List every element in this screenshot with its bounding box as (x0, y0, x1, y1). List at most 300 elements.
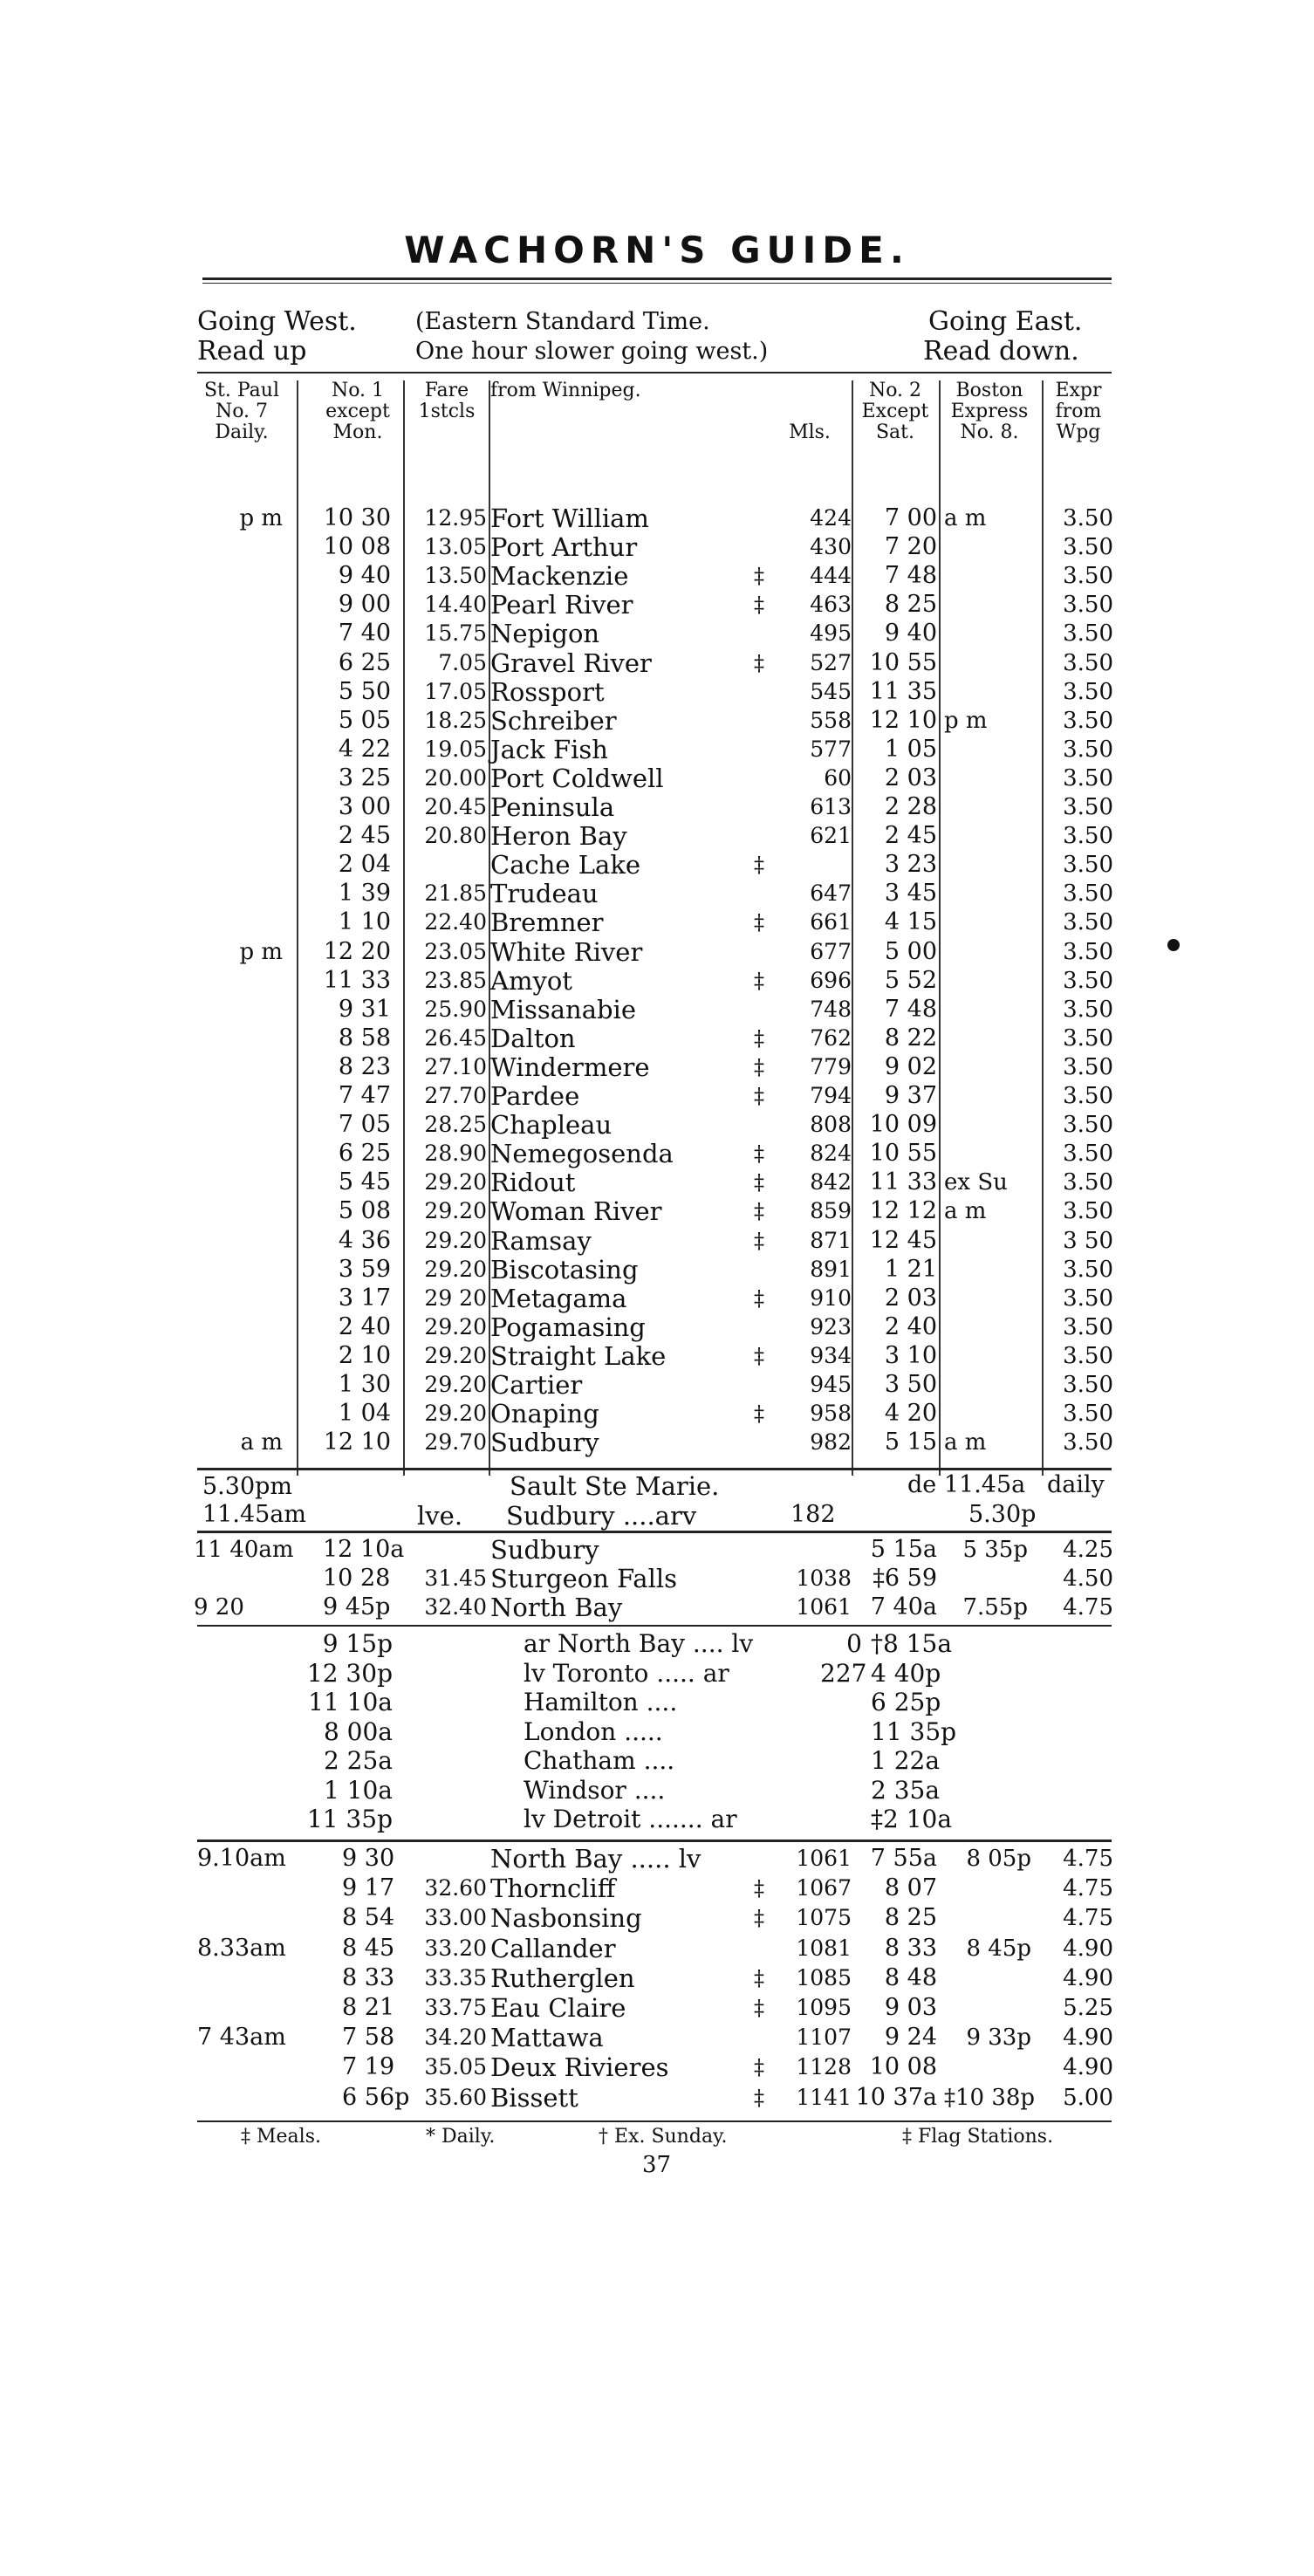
soo-right-time: 5.30p (968, 1501, 1037, 1528)
left-time (197, 1994, 328, 2022)
flag-mark: ‡ (754, 2055, 764, 2079)
flag-mark (750, 880, 768, 908)
boston-express-cell: ex Su (944, 1169, 1008, 1196)
miles-cell: 1061 (796, 1594, 852, 1620)
flag-mark: ‡ (754, 1141, 764, 1166)
table-row (0, 1053, 1314, 1081)
boston-express-cell (944, 764, 1042, 792)
flag-mark (750, 1845, 768, 1873)
col-header-from: from Winnipeg. (490, 380, 641, 401)
fare-cell (407, 1845, 487, 1873)
miles-cell: 577 (810, 736, 852, 762)
fare-cell: 31.45 (424, 1565, 487, 1591)
flag-mark (750, 678, 768, 706)
westbound-time: 12 10a (323, 1536, 405, 1563)
time-note-line1: (Eastern Standard Time. (415, 308, 710, 335)
westbound-time: 5 08 (338, 1197, 391, 1224)
fare-cell: 20.45 (424, 794, 487, 819)
fare-cell: 33.20 (424, 1935, 487, 1961)
flag-mark: ‡ (754, 1286, 764, 1311)
ampm-marker (234, 1053, 283, 1081)
left-time (197, 2053, 328, 2081)
flag-mark (750, 793, 768, 821)
table-row (0, 1140, 1314, 1168)
miles-cell: 495 (810, 620, 852, 646)
section-rule (197, 1625, 1112, 1627)
table-row (0, 1747, 1314, 1775)
left-time: 8.33am (197, 1935, 286, 1962)
ampm-marker (234, 996, 283, 1024)
station-name: lv Toronto ..... ar (524, 1659, 729, 1688)
fare-cell: 32.60 (424, 1875, 487, 1901)
express-fare-cell: 3.50 (1063, 1054, 1113, 1080)
fare-cell: 29.20 (424, 1257, 487, 1282)
ampm-marker: a m (240, 1429, 283, 1456)
station-name: Pardee (490, 1081, 580, 1111)
eastbound-time: 7 20 (884, 533, 937, 560)
boston-express-cell (944, 1227, 1042, 1255)
miles-cell: 661 (810, 909, 852, 935)
table-row (0, 908, 1314, 936)
table-row (0, 996, 1314, 1024)
express-fare-cell: 3.50 (1063, 1372, 1113, 1398)
flag-mark (750, 996, 768, 1024)
boston-express-cell: ‡10 38p (944, 2085, 1036, 2111)
express-fare-cell: 3.50 (1063, 1343, 1113, 1369)
express-fare-cell: 3.50 (1063, 1257, 1113, 1283)
miles-cell: 613 (810, 794, 852, 819)
fare-cell: 29.20 (424, 1228, 487, 1253)
express-fare-cell: 3.50 (1063, 679, 1113, 705)
ampm-marker (234, 562, 283, 590)
station-name: Chatham .... (524, 1746, 675, 1775)
boston-express-cell (944, 562, 1042, 590)
station-name: Nemegosenda (490, 1139, 674, 1168)
boston-express-cell (944, 533, 1042, 561)
soo-left-time1: 5.30pm (202, 1473, 293, 1500)
station-name: Windermere (490, 1052, 650, 1082)
eastbound-time: 4 20 (884, 1400, 937, 1427)
col-header-stpaul: St. Paul No. 7 Daily. (203, 380, 280, 443)
westbound-time: 2 25a (323, 1746, 393, 1775)
fare-cell: 29.20 (424, 1198, 487, 1223)
westbound-time: 11 33 (323, 967, 391, 994)
footer-flag-stations: ‡ Flag Stations. (902, 2126, 1054, 2148)
ampm-marker: p m (239, 505, 283, 531)
westbound-time: 9 45p (323, 1593, 391, 1620)
boston-express-cell (944, 1256, 1042, 1284)
flag-mark (750, 1111, 768, 1139)
express-fare-cell: 3 50 (1063, 1228, 1113, 1254)
fare-cell: 32.40 (424, 1594, 487, 1620)
going-west-label: Going West. (197, 306, 357, 337)
section-rule (197, 2120, 1112, 2122)
station-name: Woman River (490, 1196, 662, 1226)
station-name: Rutherglen (490, 1963, 635, 1993)
col-header-expr: Expr from Wpg (1055, 380, 1102, 443)
left-time: 9 20 (194, 1594, 244, 1620)
westbound-time: 1 10a (323, 1776, 393, 1805)
miles-cell: 871 (810, 1228, 852, 1253)
ampm-marker (234, 793, 283, 821)
boston-express-cell: 7.55p (962, 1594, 1028, 1620)
table-row (0, 1994, 1314, 2022)
soo-station2: Sudbury ....arv (506, 1501, 697, 1531)
westbound-time: 5 45 (338, 1168, 391, 1196)
station-name: Peninsula (490, 792, 615, 822)
ampm-marker: p m (239, 939, 283, 965)
westbound-time: 2 10 (338, 1342, 391, 1369)
fare-cell: 27.70 (424, 1083, 487, 1108)
station-name: Missanabie (490, 995, 636, 1024)
miles-cell: 1075 (796, 1905, 852, 1930)
eastbound-time: 10 08 (869, 2053, 937, 2080)
miles-cell: 748 (810, 997, 852, 1022)
boston-express-cell (944, 2053, 1031, 2081)
ampm-marker (234, 1024, 283, 1052)
table-row (0, 1024, 1314, 1052)
table-row (0, 1964, 1314, 1992)
eastbound-time: 9 37 (884, 1082, 937, 1109)
col-header-mls: Mls. (789, 421, 831, 443)
table-row (0, 2053, 1314, 2081)
miles-cell: 910 (810, 1285, 852, 1311)
boston-express-cell: p m (944, 708, 988, 734)
express-fare-cell: 3.50 (1063, 1141, 1113, 1167)
soo-daily: daily (1047, 1471, 1105, 1498)
ampm-marker (234, 1111, 283, 1139)
flag-mark: ‡ (754, 1996, 764, 2020)
miles-cell: 824 (810, 1141, 852, 1166)
fare-cell: 20.80 (424, 823, 487, 848)
flag-mark: ‡ (754, 1199, 764, 1223)
flag-mark: ‡ (754, 593, 764, 617)
eastbound-time: 7 48 (884, 562, 937, 589)
table-row (0, 1227, 1314, 1255)
fare-cell: 15.75 (424, 620, 487, 646)
westbound-time: 1 10 (338, 908, 391, 935)
station-name: Jack Fish (490, 735, 608, 764)
express-fare-cell: 3.50 (1063, 794, 1113, 820)
fare-cell: 28.90 (424, 1141, 487, 1166)
table-row (0, 678, 1314, 706)
westbound-time: 8 21 (342, 1994, 395, 2021)
station-name: ar North Bay .... lv (524, 1629, 754, 1658)
westbound-time: 12 20 (323, 938, 391, 965)
ampm-marker (234, 1140, 283, 1168)
express-fare-cell: 3.50 (1063, 1169, 1113, 1196)
station-name: Sudbury (490, 1428, 599, 1457)
station-name: Rossport (490, 677, 605, 707)
eastbound-time: 3 45 (884, 880, 937, 907)
flag-mark: ‡ (754, 564, 764, 588)
flag-mark (750, 533, 768, 561)
table-row (0, 1845, 1314, 1873)
left-time (197, 1904, 328, 1932)
miles-cell: 1081 (796, 1935, 852, 1961)
page-title: WACHORN'S GUIDE. (404, 229, 910, 271)
express-fare-cell: 3.50 (1063, 708, 1113, 734)
miles-cell: 527 (810, 650, 852, 675)
station-name: Ramsay (490, 1226, 592, 1256)
boston-express-cell (944, 938, 1042, 966)
express-fare-cell: 3.50 (1063, 620, 1113, 647)
express-fare-cell: 3.50 (1063, 1083, 1113, 1109)
station-name: Bissett (490, 2083, 578, 2113)
miles-cell: 794 (810, 1083, 852, 1108)
station-name: Callander (490, 1934, 616, 1963)
ampm-marker (234, 1342, 283, 1370)
miles-cell (820, 1689, 862, 1716)
fare-cell: 23.85 (424, 968, 487, 993)
boston-express-cell: 9 33p (966, 2024, 1031, 2051)
section-rule (197, 1468, 1112, 1470)
ampm-marker (234, 1168, 283, 1196)
boston-express-cell (944, 1024, 1042, 1052)
station-name: Straight Lake (490, 1341, 667, 1371)
boston-express-cell (944, 1964, 1031, 1992)
miles-cell: 677 (810, 939, 852, 964)
ampm-marker (234, 1313, 283, 1341)
miles-cell: 958 (810, 1401, 852, 1426)
read-up-label: Read up (197, 336, 307, 367)
station-name: Port Coldwell (490, 764, 664, 793)
miles-cell: 762 (810, 1025, 852, 1051)
table-row (0, 1660, 1314, 1688)
westbound-time: 7 40 (338, 620, 391, 647)
fare-cell (407, 1536, 487, 1564)
express-fare-cell: 4.75 (1063, 1875, 1113, 1901)
flag-mark (750, 764, 768, 792)
flag-mark: ‡ (754, 1966, 764, 1990)
express-fare-cell: 3.50 (1063, 765, 1113, 791)
going-east-label: Going East. (928, 306, 1083, 337)
flag-mark (750, 707, 768, 735)
ampm-marker (234, 707, 283, 735)
flag-mark (750, 620, 768, 647)
flag-mark: ‡ (754, 1170, 764, 1195)
express-fare-cell: 3.50 (1063, 1198, 1113, 1224)
eastbound-time: 1 22a (871, 1746, 941, 1775)
eastbound-time: 7 55a (870, 1845, 937, 1872)
station-name: Bremner (490, 908, 604, 937)
westbound-time: 6 25 (338, 1140, 391, 1167)
miles-cell: 0 (846, 1629, 862, 1658)
table-row (0, 1777, 1314, 1805)
flag-mark: ‡ (754, 1084, 764, 1108)
westbound-time: 6 25 (338, 649, 391, 676)
station-name: Metagama (490, 1284, 627, 1313)
express-fare-cell: 3.50 (1063, 650, 1113, 676)
fare-cell: 29.20 (424, 1372, 487, 1397)
ampm-marker (234, 851, 283, 879)
station-name: London ..... (524, 1717, 663, 1746)
fare-cell: 18.25 (424, 708, 487, 733)
westbound-time: 8 54 (342, 1904, 395, 1931)
boston-express-cell (944, 649, 1042, 677)
eastbound-time: 2 28 (884, 793, 937, 820)
fare-cell: 35.05 (424, 2054, 487, 2079)
eastbound-time: 12 45 (869, 1227, 937, 1254)
miles-cell (820, 1805, 862, 1833)
express-fare-cell: 3.50 (1063, 823, 1113, 849)
boston-express-cell (944, 1313, 1042, 1341)
col-header-boston: Boston Express No. 8. (950, 380, 1029, 443)
eastbound-time: 4 15 (884, 908, 937, 935)
flag-mark: ‡ (754, 1026, 764, 1051)
left-time (197, 2084, 328, 2112)
eastbound-time: 9 02 (884, 1053, 937, 1080)
flag-mark (750, 1313, 768, 1341)
table-row (0, 1082, 1314, 1110)
westbound-time: 9 15p (322, 1629, 393, 1658)
westbound-time: 11 35p (306, 1805, 393, 1833)
eastbound-time: 8 07 (884, 1874, 937, 1901)
eastbound-time: 3 50 (884, 1371, 937, 1398)
miles-cell (820, 1747, 862, 1775)
left-time: 11 40am (194, 1537, 294, 1563)
fare-cell: 12.95 (424, 505, 487, 531)
boston-express-cell (944, 822, 1042, 850)
boston-express-cell: 8 45p (966, 1935, 1031, 1962)
table-row (0, 1536, 1314, 1564)
col-header-no1: No. 1 except Mon. (325, 380, 390, 443)
boston-express-cell (944, 1342, 1042, 1370)
station-name: Chapleau (490, 1110, 613, 1140)
station-name: Nasbonsing (490, 1903, 642, 1933)
fare-cell: 13.50 (424, 563, 487, 588)
westbound-time: 7 19 (342, 2053, 395, 2080)
westbound-time: 1 30 (338, 1371, 391, 1398)
express-fare-cell: 3.50 (1063, 1285, 1113, 1312)
eastbound-time: 3 23 (884, 851, 937, 878)
express-fare-cell: 3.50 (1063, 736, 1113, 763)
express-fare-cell: 3.50 (1063, 939, 1113, 965)
miles-cell: 545 (810, 679, 852, 704)
fare-cell (407, 851, 487, 879)
westbound-time: 5 50 (338, 678, 391, 705)
miles-cell: 891 (810, 1257, 852, 1282)
westbound-time: 4 22 (338, 736, 391, 763)
westbound-time: 9 40 (338, 562, 391, 589)
table-row (0, 1593, 1314, 1621)
express-fare-cell: 3.50 (1063, 1025, 1113, 1052)
boston-express-cell (944, 1053, 1042, 1081)
express-fare-cell: 3.50 (1063, 1429, 1113, 1456)
fare-cell: 33.75 (424, 1995, 487, 2020)
eastbound-time: 1 21 (884, 1256, 937, 1283)
flag-mark (750, 504, 768, 532)
fare-cell: 33.35 (424, 1965, 487, 1990)
miles-cell: 1095 (796, 1995, 852, 2020)
miles-cell: 558 (810, 708, 852, 733)
miles-cell: 424 (810, 505, 852, 531)
station-name: Deux Rivieres (490, 2052, 669, 2082)
boston-express-cell (944, 1904, 1031, 1932)
station-name: Fort William (490, 504, 649, 533)
station-name: White River (490, 937, 643, 967)
footer-ex-sunday: † Ex. Sunday. (599, 2126, 728, 2148)
westbound-time: 4 36 (338, 1227, 391, 1254)
flag-mark (750, 1935, 768, 1963)
station-name: Ridout (490, 1168, 576, 1197)
station-name: Hamilton .... (524, 1688, 678, 1716)
eastbound-time: †8 15a (871, 1629, 953, 1658)
boston-express-cell (944, 793, 1042, 821)
boston-express-cell (944, 1565, 1028, 1593)
express-fare-cell: 4.75 (1063, 1905, 1113, 1931)
flag-mark (750, 1256, 768, 1284)
boston-express-cell (944, 1082, 1042, 1110)
miles-cell: 779 (810, 1054, 852, 1079)
westbound-time: 9 00 (338, 591, 391, 618)
left-time (197, 1874, 328, 1902)
eastbound-time: 11 35p (871, 1717, 957, 1746)
westbound-time: 7 58 (342, 2024, 395, 2051)
table-row (0, 736, 1314, 764)
flag-mark: ‡ (754, 651, 764, 675)
station-name: Nepigon (490, 619, 600, 648)
westbound-time: 1 04 (338, 1400, 391, 1427)
boston-express-cell (944, 1111, 1042, 1139)
left-time (194, 1565, 333, 1593)
eastbound-time: 5 00 (884, 938, 937, 965)
eastbound-time: 8 48 (884, 1964, 937, 1991)
ampm-marker (234, 764, 283, 792)
station-name: Schreiber (490, 706, 617, 736)
fare-cell: 7.05 (438, 650, 487, 675)
ampm-marker (234, 1256, 283, 1284)
express-fare-cell: 4.50 (1063, 1565, 1113, 1592)
table-row (0, 1689, 1314, 1716)
eastbound-time: 5 52 (884, 967, 937, 994)
station-name: Biscotasing (490, 1255, 639, 1285)
station-name: Mattawa (490, 2023, 604, 2052)
table-row (0, 1565, 1314, 1593)
ampm-marker (234, 620, 283, 647)
station-name: Eau Claire (490, 1993, 626, 2023)
westbound-time: 8 58 (338, 1024, 391, 1052)
boston-express-cell (944, 996, 1042, 1024)
westbound-time: 8 33 (342, 1964, 395, 1991)
westbound-time: 1 39 (338, 880, 391, 907)
express-fare-cell: 3.50 (1063, 1112, 1113, 1138)
westbound-time: 2 04 (338, 851, 391, 878)
station-name: Sudbury (490, 1535, 599, 1565)
express-fare-cell: 4.90 (1063, 2024, 1113, 2051)
miles-cell: 808 (810, 1112, 852, 1137)
westbound-time: 8 45 (342, 1935, 395, 1962)
ampm-marker (234, 1227, 283, 1255)
fare-cell: 26.45 (424, 1025, 487, 1051)
express-fare-cell: 3.50 (1063, 880, 1113, 907)
boston-express-cell (944, 1285, 1042, 1312)
fare-cell: 19.05 (424, 736, 487, 762)
miles-cell (768, 1536, 852, 1564)
fare-cell: 33.00 (424, 1905, 487, 1930)
express-fare-cell: 3.50 (1063, 1401, 1113, 1427)
ampm-marker (234, 880, 283, 908)
station-name: Heron Bay (490, 821, 627, 851)
miles-cell: 1085 (796, 1965, 852, 1990)
eastbound-time: ‡2 10a (871, 1805, 953, 1833)
flag-mark (750, 736, 768, 764)
table-row (0, 851, 1314, 879)
express-fare-cell: 4.75 (1063, 1846, 1113, 1872)
table-row (0, 2024, 1314, 2052)
flag-mark (750, 938, 768, 966)
page-number: 37 (642, 2152, 672, 2178)
